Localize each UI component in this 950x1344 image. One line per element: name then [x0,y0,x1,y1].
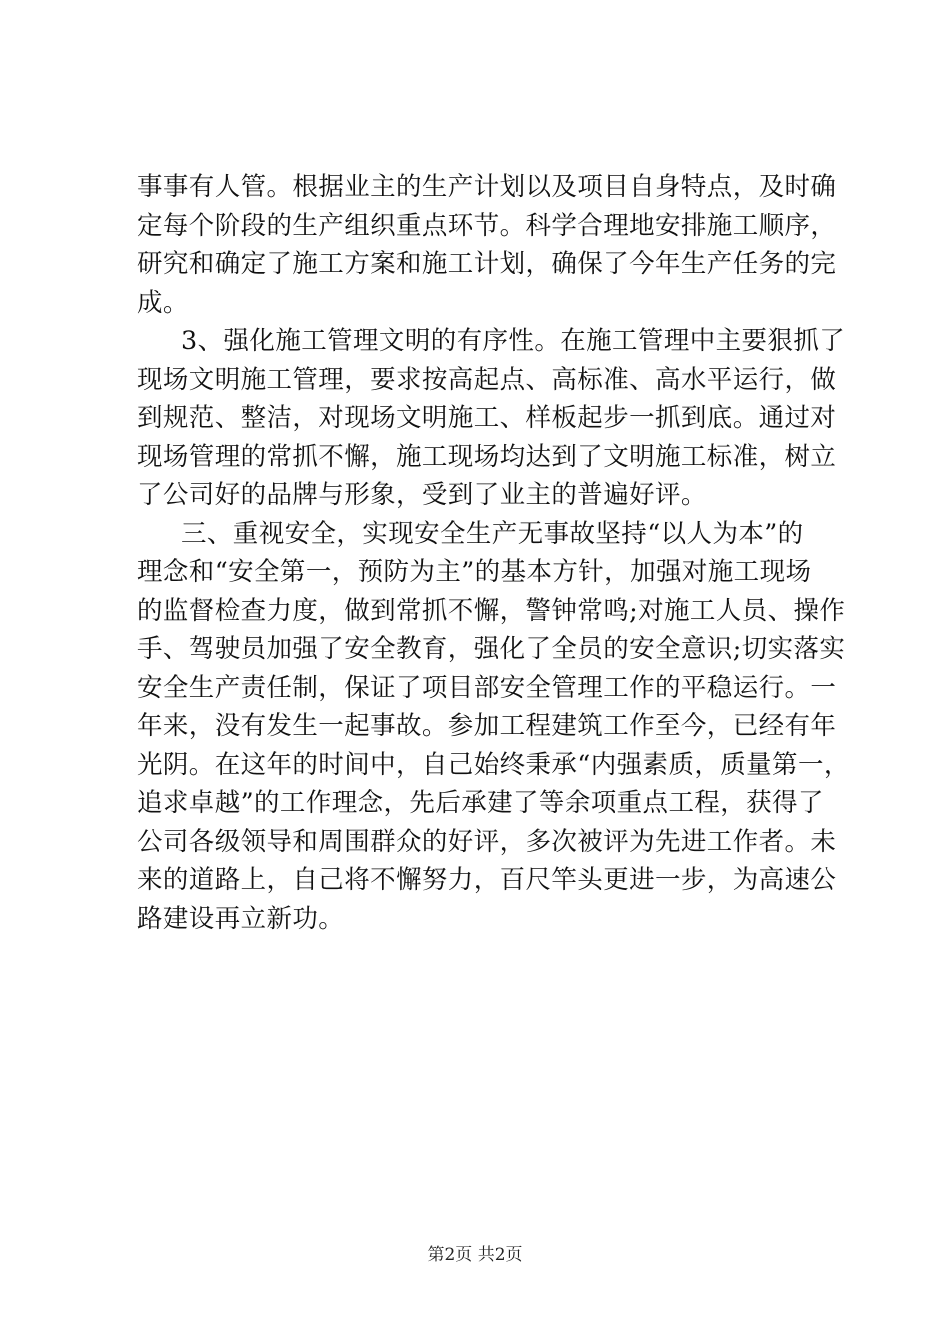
text-line: 现场文明施工管理，要求按高起点、高标准、高水平运行，做 [137,364,837,395]
text-line: 了公司好的品牌与形象，受到了业主的普遍好评。 [137,480,707,510]
text-line: 安全生产责任制，保证了项目部安全管理工作的平稳运行。一 [137,672,837,703]
text-line: 年来，没有发生一起事故。参加工程建筑工作至今，已经有年 [137,711,837,741]
text-line: 追求卓越”的工作理念，先后承建了等余项重点工程，获得了 [137,788,824,818]
text-line: 来的道路上，自己将不懈努力，百尺竿头更进一步，为高速公 [137,865,837,895]
text-line: 路建设再立新功。 [137,903,345,934]
text-line: 现场管理的常抓不懈，施工现场均达到了文明施工标准，树立 [137,441,837,472]
text-line: 到规范、整洁，对现场文明施工、样板起步一抓到底。通过对 [137,403,837,433]
text-line: 手、驾驶员加强了安全教育，强化了全员的安全意识;切实落实 [137,634,846,664]
text-line: 公司各级领导和周围群众的好评，多次被评为先进工作者。未 [137,826,837,857]
text-line: 成。 [137,287,189,318]
body-text [137,168,850,938]
text-line: 研究和确定了施工方案和施工计划，确保了今年生产任务的完 [137,249,837,279]
text-line: 光阴。在这年的时间中，自己始终秉承“内强素质，质量第一， [137,749,850,780]
text-line: 事事有人管。根据业主的生产计划以及项目自身特点，及时确 [137,172,837,202]
text-line: 3、强化施工管理文明的有序性。在施工管理中主要狠抓了 [181,326,846,356]
page-footer: 第2页 共2页 [427,1245,523,1265]
text-line: 的监督检查力度，做到常抓不懈，警钟常鸣;对施工人员、操作 [137,595,846,626]
text-line: 三、重视安全，实现安全生产无事故坚持“以人为本”的 [181,518,804,549]
text-line: 定每个阶段的生产组织重点环节。科学合理地安排施工顺序， [137,210,837,241]
text-line: 理念和“安全第一，预防为主”的基本方针，加强对施工现场 [137,557,812,587]
